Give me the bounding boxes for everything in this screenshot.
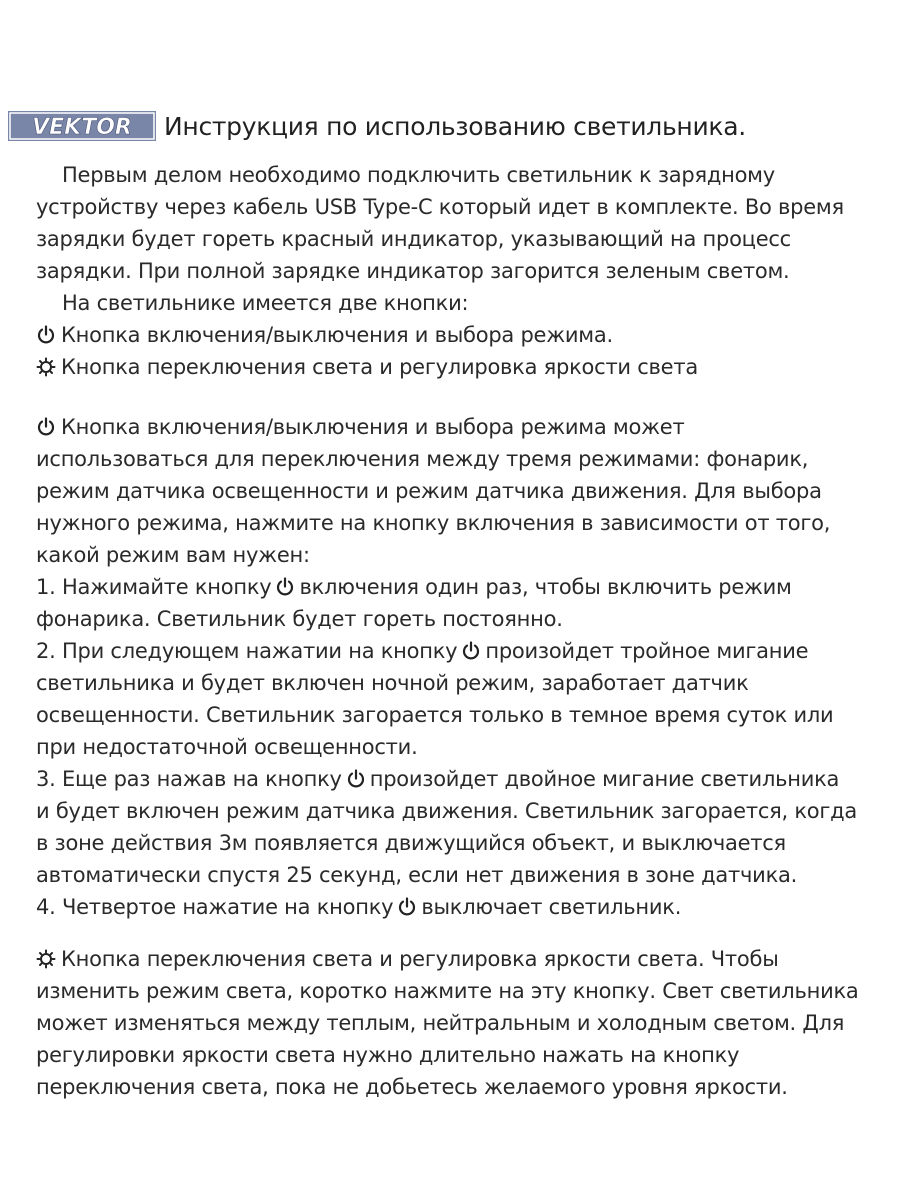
step-2-line: [36, 636, 808, 667]
sun-icon: [36, 357, 56, 377]
light-section-line: регулировки яркости света нужно длительно нажать на кнопку: [36, 1043, 740, 1067]
light-section-line: [36, 944, 779, 975]
power-section-line: режим датчика освещенности и режим датчика движения. Для выбора: [36, 479, 822, 503]
light-section-line: переключения света, пока не добьетесь желаемого уровня яркости.: [36, 1075, 788, 1099]
step-1-line: фонарика. Светильник будет гореть постоянно.: [36, 607, 563, 631]
power-button-label: Кнопка включения/выключения и выбора режима.: [61, 323, 613, 347]
charging-line: зарядки. При полной зарядке индикатор загорится зеленым светом.: [36, 259, 790, 283]
step-2-text: 2. При следующем нажатии на кнопку: [36, 639, 458, 663]
power-icon: [461, 641, 481, 661]
header: [8, 104, 746, 148]
sun-icon: [36, 949, 56, 969]
power-section-line: какой режим вам нужен:: [36, 543, 310, 567]
step-4-line: [36, 892, 681, 923]
step-3-line: и будет включен режим датчика движения. Светильник загорается, когда: [36, 799, 858, 823]
step-2-line: освещенности. Светильник загорается только в темное время суток или: [36, 703, 834, 727]
power-button-description: [36, 320, 613, 351]
charging-line: устройству через кабель USB Type-C который идет в комплекте. Во время: [36, 195, 844, 219]
power-icon: [275, 577, 295, 597]
step-3-text: произойдет двойное мигание светильника: [369, 767, 840, 791]
step-2-text: произойдет тройное мигание: [485, 639, 809, 663]
svg-text:VEKTOR: VEKTOR: [32, 115, 132, 140]
step-4-text: 4. Четвертое нажатие на кнопку: [36, 895, 394, 919]
step-2-line: при недостаточной освещенности.: [36, 735, 418, 759]
step-3-text: 3. Еще раз нажав на кнопку: [36, 767, 342, 791]
power-section-line: [36, 412, 684, 443]
step-3-line: [36, 764, 839, 795]
step-1-text: 1. Нажимайте кнопку: [36, 575, 272, 599]
light-section-text: Кнопка переключения света и регулировка яркости света. Чтобы: [61, 947, 779, 971]
page-title: Инструкция по использованию светильника.: [164, 111, 746, 141]
power-icon: [36, 325, 56, 345]
charging-line: Первым делом необходимо подключить светильник к зарядному: [62, 163, 775, 187]
vektor-logo: [8, 111, 156, 141]
light-button-label: Кнопка переключения света и регулировка яркости света: [61, 355, 698, 379]
step-1-line: [36, 572, 792, 603]
light-button-description: [36, 352, 698, 383]
charging-line: зарядки будет гореть красный индикатор, указывающий на процесс: [36, 227, 791, 251]
power-icon: [36, 417, 56, 437]
step-4-text: выключает светильник.: [421, 895, 682, 919]
power-icon: [346, 769, 366, 789]
step-2-line: светильника и будет включен ночной режим, заработает датчик: [36, 671, 749, 695]
light-section-line: изменить режим света, коротко нажмите на эту кнопку. Свет светильника: [36, 979, 859, 1003]
power-section-text: Кнопка включения/выключения и выбора режима может: [61, 415, 685, 439]
buttons-intro: На светильнике имеется две кнопки:: [62, 291, 469, 315]
power-section-line: использоваться для переключения между тремя режимами: фонарик,: [36, 447, 809, 471]
step-1-text: включения один раз, чтобы включить режим: [299, 575, 792, 599]
light-section-line: может изменяться между теплым, нейтральным и холодным светом. Для: [36, 1011, 845, 1035]
power-icon: [397, 897, 417, 917]
step-3-line: автоматически спустя 25 секунд, если нет движения в зоне датчика.: [36, 863, 798, 887]
step-3-line: в зоне действия 3м появляется движущийся объект, и выключается: [36, 831, 786, 855]
power-section-line: нужного режима, нажмите на кнопку включения в зависимости от того,: [36, 511, 831, 535]
